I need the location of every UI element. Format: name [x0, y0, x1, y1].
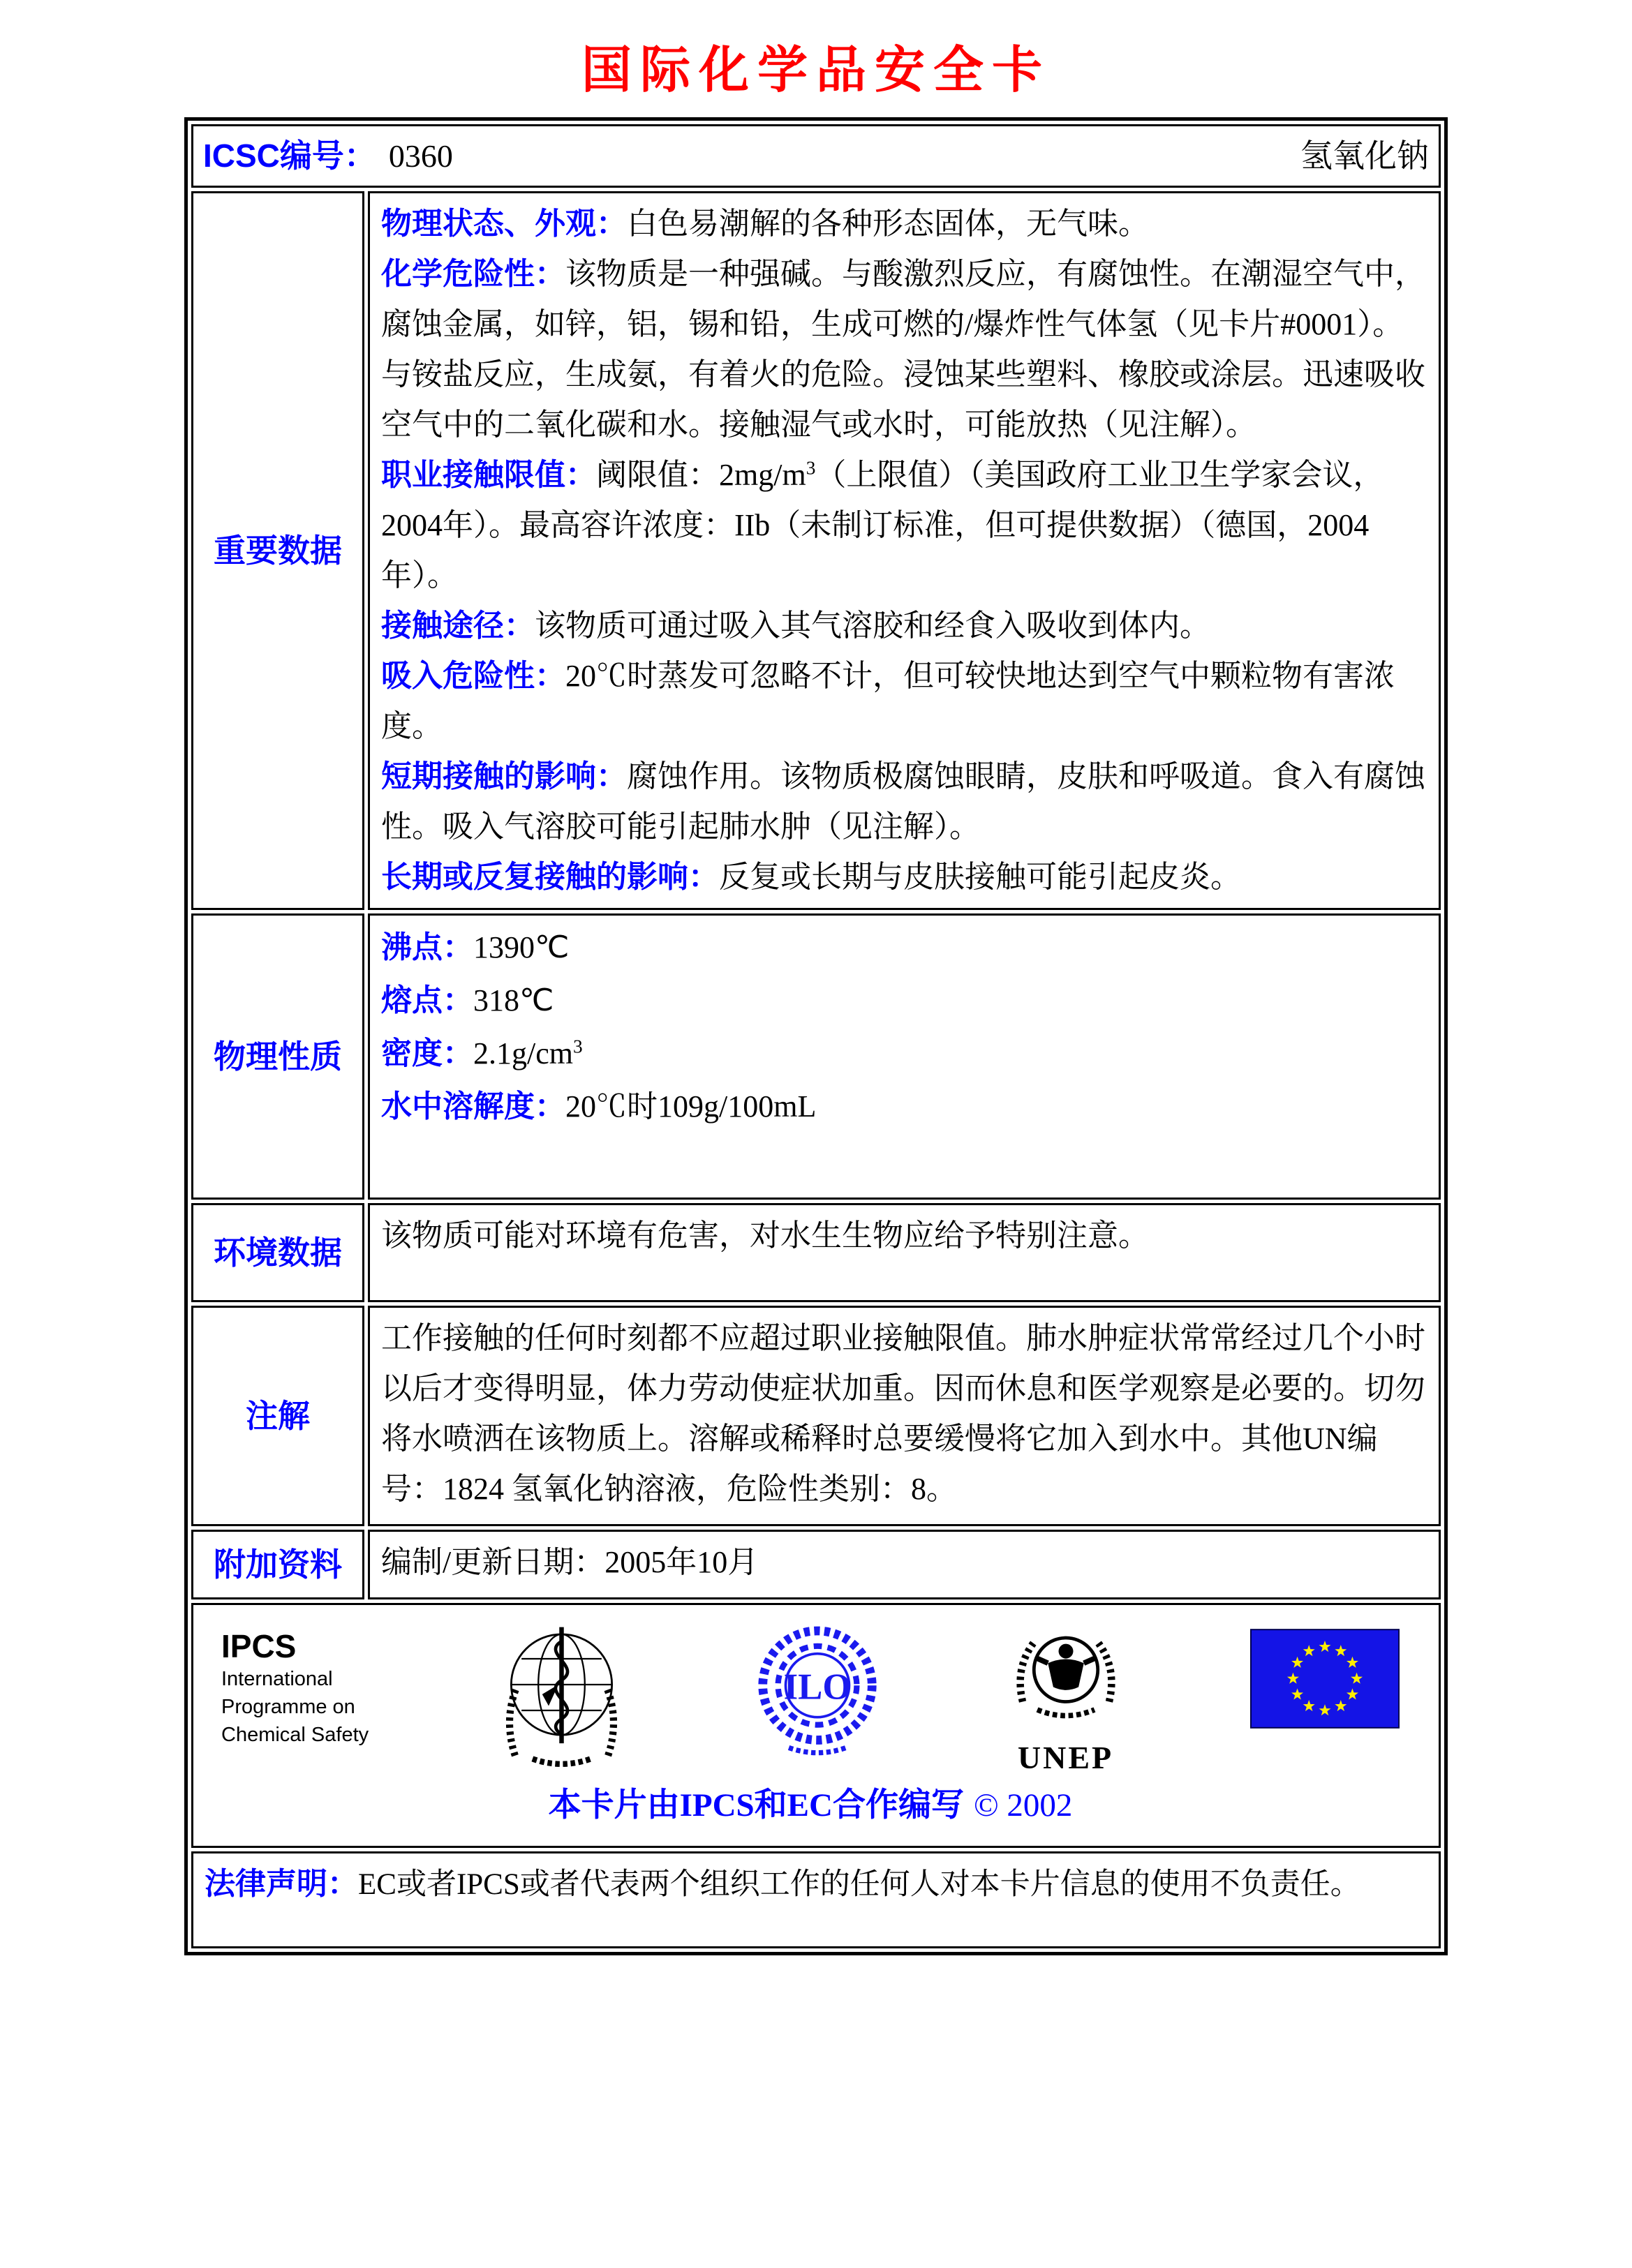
header-cell [191, 124, 1441, 188]
table-row-additional-info [191, 1530, 1441, 1599]
ipcs-line-2: Programme on [221, 1696, 355, 1718]
environmental-data-content [368, 1203, 1441, 1302]
additional-info-text: 编制/更新日期：2005年10月 [381, 1545, 759, 1579]
table-row-header [191, 124, 1441, 188]
ilo-monogram: ILO [783, 1666, 852, 1708]
ipcs-title: IPCS [221, 1628, 297, 1664]
icsc-number-value: 0360 [388, 138, 453, 174]
row-label-physical-properties: 物理性质 [191, 913, 364, 1200]
important-item-physical-state: 物理状态、外观：白色易潮解的各种形态固体，无气味。 [381, 207, 1149, 241]
legal-text: EC或者IPCS或者代表两个组织工作的任何人对本卡片信息的使用不负责任。 [358, 1868, 1360, 1901]
notes-text: 工作接触的任何时刻都不应超过职业接触限值。肺水肿症状常常经过几个小时以后才变得明显，体力劳动使症状加重。因而休息和医学观察是必要的。切勿将水喷洒在该物质上。溶解或稀释时总要缓慢将它加入到水中。其他UN编号：1824 氢氧化钠溶液，危险性类别：8。 [381, 1321, 1425, 1506]
header-flex [203, 135, 1429, 177]
page-title: 国际化学品安全卡 [581, 43, 1051, 98]
ipcs-line-3: Chemical Safety [221, 1724, 369, 1746]
copyright-text: © 2002 [973, 1787, 1073, 1823]
table-row-physical-properties [191, 913, 1441, 1200]
notes-content [368, 1306, 1441, 1526]
ipcs-logo [221, 1623, 369, 1749]
physical-item-boiling-point: 沸点：1390℃ [381, 930, 570, 964]
icsc-card-page [0, 29, 1632, 1955]
icsc-number-group [203, 135, 453, 177]
physical-item-melting-point: 熔点：318℃ [381, 983, 554, 1017]
who-logo-icon [497, 1623, 626, 1772]
icsc-number-label: ICSC编号： [203, 137, 376, 174]
unep-label: UNEP [1017, 1740, 1114, 1775]
table-row-important-data [191, 191, 1441, 910]
important-data-content [368, 191, 1441, 910]
physical-item-water-solubility: 水中溶解度：20℃时109g/100mL [381, 1089, 817, 1124]
table-row-legal [191, 1851, 1441, 1948]
table-row-logos [191, 1603, 1441, 1848]
table-row-environmental-data [191, 1203, 1441, 1302]
important-item-exposure-route: 接触途径：该物质可通过吸入其气溶胶和经食入吸收到体内。 [381, 609, 1210, 643]
legal-cell [191, 1851, 1441, 1948]
physical-properties-content [368, 913, 1441, 1200]
table-row-notes [191, 1306, 1441, 1526]
additional-info-content [368, 1530, 1441, 1599]
important-item-chemical-danger: 化学危险性：该物质是一种强碱。与酸激烈反应，有腐蚀性。在潮湿空气中，腐蚀金属，如锌，铝，锡和铅，生成可燃的/爆炸性气体氢（见卡片#0001）。与铵盐反应，生成氨，有着火的危险。浸蚀某些塑料、橡胶或涂层。迅速吸收空气中的二氧化碳和水。接触湿气或水时，可能放热（见注解）。 [381, 257, 1425, 442]
icsc-card-table [184, 117, 1448, 1955]
legal-label: 法律声明： [205, 1867, 358, 1901]
chemical-name: 氢氧化钠 [1300, 137, 1429, 174]
unep-logo [1009, 1623, 1122, 1775]
ipcs-line-1: International [221, 1668, 333, 1690]
important-item-short-term-effects: 短期接触的影响：腐蚀作用。该物质极腐蚀眼睛，皮肤和呼吸道。食入有腐蚀性。吸入气溶胶可能引起肺水肿（见注解）。 [381, 759, 1425, 844]
eu-flag-icon [1250, 1629, 1400, 1729]
important-item-inhalation-risk: 吸入危险性：20℃时蒸发可忽略不计，但可较快地达到空气中颗粒物有害浓度。 [381, 659, 1395, 743]
logos-cell [191, 1603, 1441, 1848]
physical-item-density: 密度：$2.1g/cm^3$ [381, 1036, 583, 1070]
ilo-logo-icon [754, 1623, 881, 1758]
environmental-data-text: 该物质可能对环境有危害，对水生生物应给予特别注意。 [381, 1218, 1149, 1253]
logos-flex [221, 1623, 1400, 1775]
important-item-long-term-effects: 长期或反复接触的影响：反复或长期与皮肤接触可能引起皮炎。 [381, 860, 1241, 894]
row-label-environmental-data: 环境数据 [191, 1203, 364, 1302]
credit-line [221, 1784, 1400, 1826]
eu-flag [1250, 1623, 1400, 1744]
row-label-notes: 注解 [191, 1306, 364, 1526]
credit-text: 本卡片由IPCS和EC合作编写 [548, 1787, 964, 1823]
unep-logo-icon [1009, 1623, 1122, 1724]
row-label-important-data: 重要数据 [191, 191, 364, 910]
important-item-exposure-limit: 职业接触限值：阈限值：$2mg/m^3$（上限值）（美国政府工业卫生学家会议，2004年）。最高容许浓度：IIb（未制订标准，但可提供数据）（德国，2004年）。 [381, 457, 1384, 592]
row-label-additional-info: 附加资料 [191, 1530, 364, 1599]
